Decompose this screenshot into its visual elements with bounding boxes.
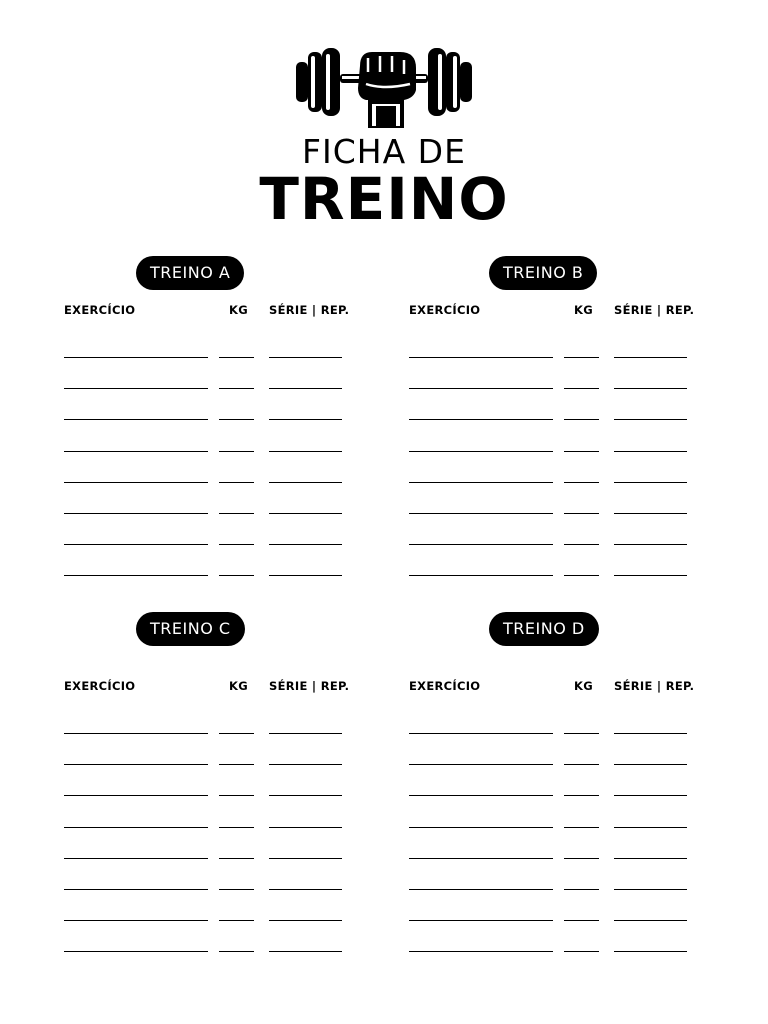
exercise-line[interactable] bbox=[64, 451, 208, 452]
series-reps-line[interactable] bbox=[614, 575, 687, 576]
series-reps-line[interactable] bbox=[614, 482, 687, 483]
column-header-kg: KG bbox=[229, 679, 248, 693]
series-reps-line[interactable] bbox=[614, 920, 687, 921]
kg-line[interactable] bbox=[219, 889, 254, 890]
workout-section-a bbox=[64, 256, 364, 616]
series-reps-line[interactable] bbox=[614, 795, 687, 796]
column-header-exercise: EXERCÍCIO bbox=[409, 679, 481, 693]
exercise-line[interactable] bbox=[409, 544, 553, 545]
kg-line[interactable] bbox=[564, 827, 599, 828]
hand-holding-dumbbell-icon bbox=[294, 44, 474, 132]
kg-line[interactable] bbox=[219, 795, 254, 796]
series-reps-line[interactable] bbox=[269, 733, 342, 734]
exercise-line[interactable] bbox=[409, 482, 553, 483]
series-reps-line[interactable] bbox=[614, 357, 687, 358]
exercise-line[interactable] bbox=[409, 858, 553, 859]
exercise-line[interactable] bbox=[64, 951, 208, 952]
kg-line[interactable] bbox=[219, 764, 254, 765]
series-reps-line[interactable] bbox=[614, 889, 687, 890]
series-reps-line[interactable] bbox=[614, 513, 687, 514]
series-reps-line[interactable] bbox=[269, 357, 342, 358]
exercise-rows bbox=[64, 256, 364, 616]
exercise-line[interactable] bbox=[64, 482, 208, 483]
series-reps-line[interactable] bbox=[269, 575, 342, 576]
column-header-kg: KG bbox=[574, 303, 593, 317]
exercise-line[interactable] bbox=[64, 764, 208, 765]
section-label-b: TREINO B bbox=[489, 256, 597, 290]
series-reps-line[interactable] bbox=[269, 951, 342, 952]
kg-line[interactable] bbox=[564, 451, 599, 452]
exercise-line[interactable] bbox=[409, 513, 553, 514]
kg-line[interactable] bbox=[219, 482, 254, 483]
workout-section-d bbox=[409, 612, 709, 972]
column-header-kg: KG bbox=[574, 679, 593, 693]
series-reps-line[interactable] bbox=[269, 419, 342, 420]
column-header-exercise: EXERCÍCIO bbox=[409, 303, 481, 317]
kg-line[interactable] bbox=[564, 920, 599, 921]
series-reps-line[interactable] bbox=[614, 451, 687, 452]
page-title: TREINO bbox=[259, 165, 509, 233]
column-header-kg: KG bbox=[229, 303, 248, 317]
exercise-line[interactable] bbox=[409, 951, 553, 952]
section-label-c: TREINO C bbox=[136, 612, 245, 646]
exercise-line[interactable] bbox=[409, 575, 553, 576]
kg-line[interactable] bbox=[219, 451, 254, 452]
exercise-line[interactable] bbox=[64, 889, 208, 890]
kg-line[interactable] bbox=[219, 733, 254, 734]
column-header-exercise: EXERCÍCIO bbox=[64, 679, 136, 693]
kg-line[interactable] bbox=[564, 482, 599, 483]
kg-line[interactable] bbox=[219, 920, 254, 921]
kg-line[interactable] bbox=[564, 419, 599, 420]
exercise-line[interactable] bbox=[64, 575, 208, 576]
workout-section-b bbox=[409, 256, 709, 616]
kg-line[interactable] bbox=[219, 388, 254, 389]
exercise-line[interactable] bbox=[64, 419, 208, 420]
kg-line[interactable] bbox=[219, 575, 254, 576]
exercise-line[interactable] bbox=[409, 920, 553, 921]
column-header-series-reps: SÉRIE | REP. bbox=[614, 303, 695, 317]
section-label-d: TREINO D bbox=[489, 612, 599, 646]
series-reps-line[interactable] bbox=[614, 827, 687, 828]
kg-line[interactable] bbox=[219, 951, 254, 952]
exercise-line[interactable] bbox=[64, 544, 208, 545]
series-reps-line[interactable] bbox=[614, 388, 687, 389]
exercise-line[interactable] bbox=[409, 733, 553, 734]
exercise-rows bbox=[409, 612, 709, 972]
page-subtitle: FICHA DE bbox=[302, 132, 466, 171]
kg-line[interactable] bbox=[219, 419, 254, 420]
kg-line[interactable] bbox=[564, 889, 599, 890]
exercise-line[interactable] bbox=[64, 920, 208, 921]
series-reps-line[interactable] bbox=[614, 544, 687, 545]
series-reps-line[interactable] bbox=[269, 388, 342, 389]
exercise-line[interactable] bbox=[409, 451, 553, 452]
series-reps-line[interactable] bbox=[269, 451, 342, 452]
series-reps-line[interactable] bbox=[614, 764, 687, 765]
series-reps-line[interactable] bbox=[269, 889, 342, 890]
series-reps-line[interactable] bbox=[614, 951, 687, 952]
kg-line[interactable] bbox=[564, 388, 599, 389]
exercise-line[interactable] bbox=[64, 513, 208, 514]
kg-line[interactable] bbox=[219, 858, 254, 859]
exercise-line[interactable] bbox=[64, 858, 208, 859]
kg-line[interactable] bbox=[564, 764, 599, 765]
kg-line[interactable] bbox=[564, 357, 599, 358]
series-reps-line[interactable] bbox=[614, 858, 687, 859]
series-reps-line[interactable] bbox=[269, 827, 342, 828]
exercise-line[interactable] bbox=[409, 388, 553, 389]
exercise-line[interactable] bbox=[409, 357, 553, 358]
kg-line[interactable] bbox=[564, 795, 599, 796]
exercise-line[interactable] bbox=[64, 795, 208, 796]
kg-line[interactable] bbox=[564, 544, 599, 545]
column-header-series-reps: SÉRIE | REP. bbox=[614, 679, 695, 693]
exercise-line[interactable] bbox=[409, 764, 553, 765]
kg-line[interactable] bbox=[219, 357, 254, 358]
kg-line[interactable] bbox=[564, 513, 599, 514]
section-label-a: TREINO A bbox=[136, 256, 244, 290]
exercise-rows bbox=[64, 612, 364, 972]
exercise-line[interactable] bbox=[64, 733, 208, 734]
series-reps-line[interactable] bbox=[614, 733, 687, 734]
exercise-line[interactable] bbox=[409, 419, 553, 420]
exercise-line[interactable] bbox=[64, 357, 208, 358]
column-header-series-reps: SÉRIE | REP. bbox=[269, 303, 350, 317]
series-reps-line[interactable] bbox=[269, 764, 342, 765]
kg-line[interactable] bbox=[219, 513, 254, 514]
series-reps-line[interactable] bbox=[269, 544, 342, 545]
series-reps-line[interactable] bbox=[269, 858, 342, 859]
exercise-line[interactable] bbox=[64, 827, 208, 828]
series-reps-line[interactable] bbox=[269, 513, 342, 514]
series-reps-line[interactable] bbox=[614, 419, 687, 420]
exercise-line[interactable] bbox=[409, 827, 553, 828]
kg-line[interactable] bbox=[219, 827, 254, 828]
series-reps-line[interactable] bbox=[269, 482, 342, 483]
column-header-series-reps: SÉRIE | REP. bbox=[269, 679, 350, 693]
kg-line[interactable] bbox=[564, 951, 599, 952]
kg-line[interactable] bbox=[564, 858, 599, 859]
exercise-line[interactable] bbox=[64, 388, 208, 389]
series-reps-line[interactable] bbox=[269, 795, 342, 796]
exercise-line[interactable] bbox=[409, 889, 553, 890]
series-reps-line[interactable] bbox=[269, 920, 342, 921]
workout-section-c bbox=[64, 612, 364, 972]
kg-line[interactable] bbox=[564, 733, 599, 734]
column-header-exercise: EXERCÍCIO bbox=[64, 303, 136, 317]
kg-line[interactable] bbox=[219, 544, 254, 545]
exercise-line[interactable] bbox=[409, 795, 553, 796]
kg-line[interactable] bbox=[564, 575, 599, 576]
exercise-rows bbox=[409, 256, 709, 616]
